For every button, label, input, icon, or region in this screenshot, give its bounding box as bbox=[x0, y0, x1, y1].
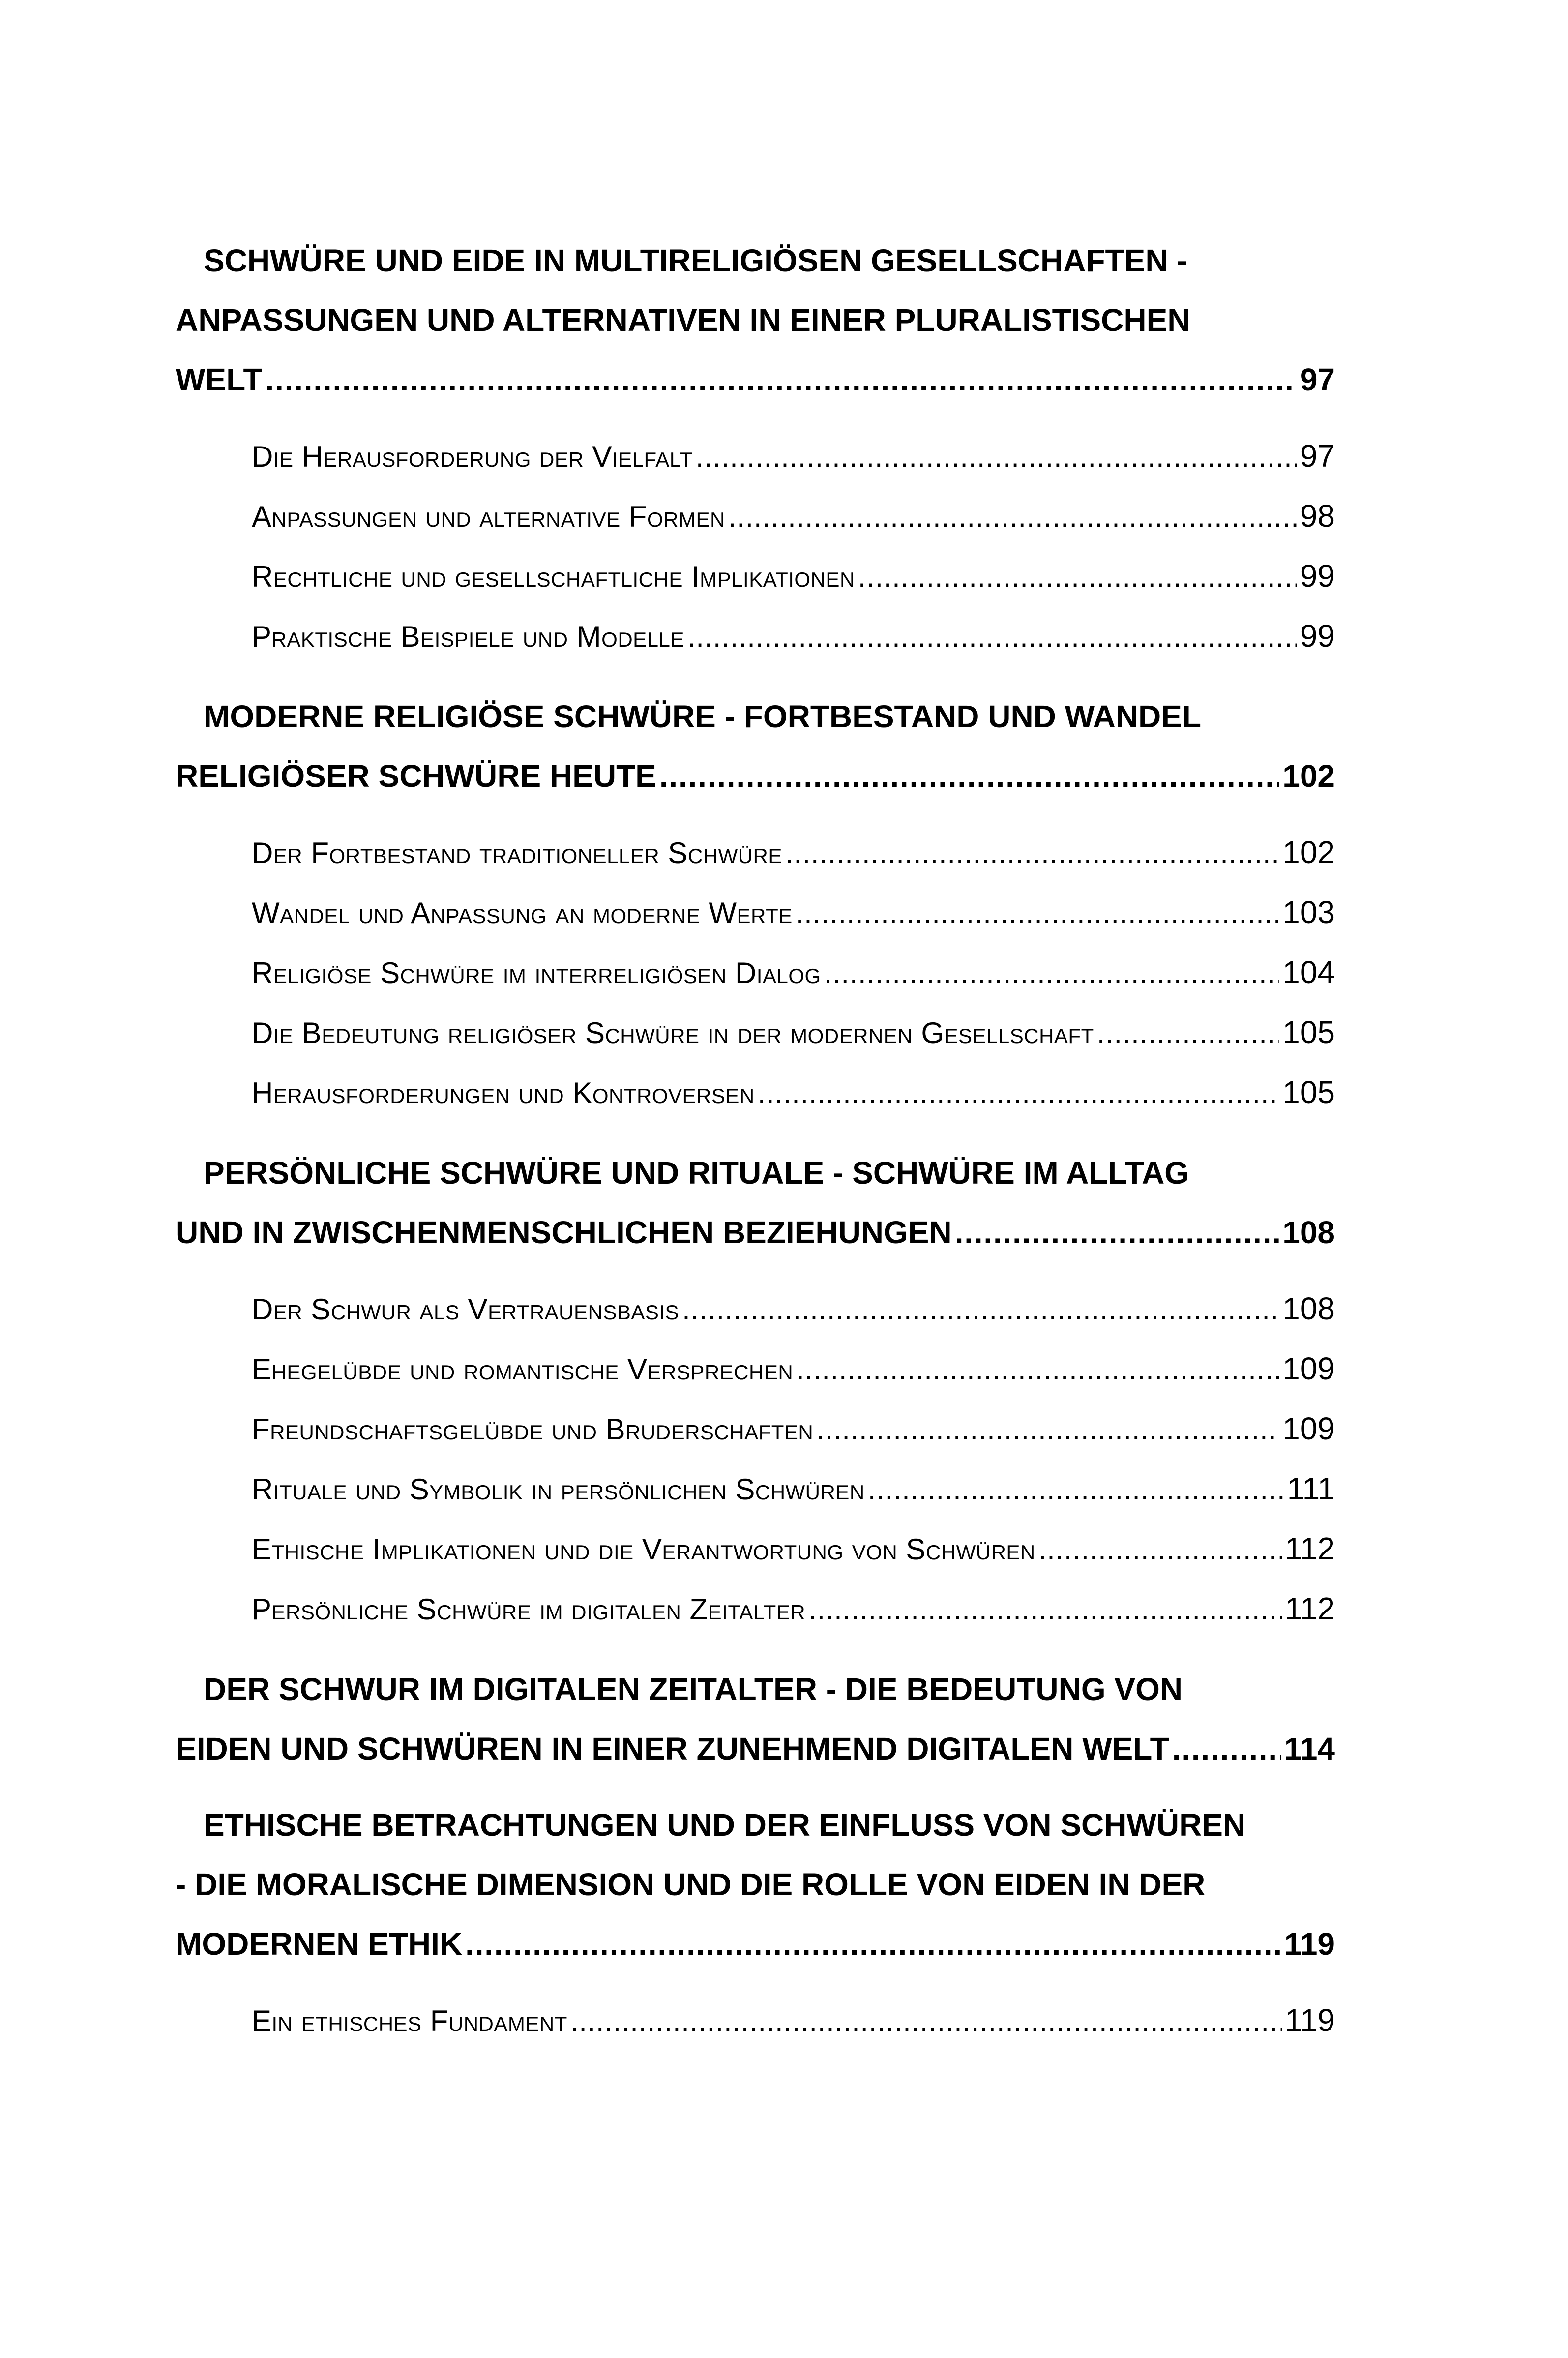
dot-leader bbox=[955, 1203, 1280, 1262]
section-title: Ethische Implikationen und die Verantwortung von Schwüren bbox=[252, 1533, 1035, 1566]
section-title: Herausforderungen und Kontroversen bbox=[252, 1076, 755, 1109]
section-list bbox=[176, 823, 1335, 1123]
section-title: Der Fortbestand traditioneller Schwüre bbox=[252, 836, 782, 869]
toc-chapter-entry bbox=[176, 1660, 1335, 1779]
toc-chapter-entry bbox=[176, 1795, 1335, 2051]
page-number: 98 bbox=[1300, 498, 1335, 534]
dot-leader bbox=[687, 607, 1297, 666]
toc-chapter-entry bbox=[176, 231, 1335, 666]
chapter-title-line: PERSÖNLICHE SCHWÜRE UND RITUALE - SCHWÜRE IM ALLTAG bbox=[204, 1155, 1189, 1191]
toc-chapter-entry bbox=[176, 1143, 1335, 1639]
dot-leader bbox=[570, 1991, 1282, 2051]
chapter-title-line: EIDEN UND SCHWÜREN IN EINER ZUNEHMEND DIGITALEN WELT bbox=[176, 1731, 1169, 1766]
chapter-heading[interactable] bbox=[176, 687, 1335, 806]
table-of-contents bbox=[176, 231, 1335, 2071]
section-title: Ein ethisches Fundament bbox=[252, 2004, 567, 2037]
toc-section-item[interactable] bbox=[176, 1339, 1335, 1399]
toc-section-item[interactable] bbox=[176, 1579, 1335, 1639]
page-number: 112 bbox=[1284, 1531, 1335, 1566]
toc-section-item[interactable] bbox=[176, 943, 1335, 1003]
page-number: 104 bbox=[1282, 955, 1335, 990]
toc-section-item[interactable] bbox=[176, 1991, 1335, 2051]
toc-section-item[interactable] bbox=[176, 1459, 1335, 1519]
section-list bbox=[176, 426, 1335, 666]
toc-chapter-entry bbox=[176, 687, 1335, 1123]
page-number: 109 bbox=[1282, 1411, 1335, 1446]
dot-leader bbox=[465, 1914, 1281, 1974]
page-number: 102 bbox=[1282, 758, 1335, 794]
dot-leader bbox=[785, 823, 1279, 883]
chapter-title-line: MODERNEN ETHIK bbox=[176, 1926, 463, 1962]
page-number: 119 bbox=[1284, 2002, 1335, 2038]
page-number: 97 bbox=[1300, 438, 1335, 474]
chapter-title-line: ANPASSUNGEN UND ALTERNATIVEN IN EINER PLURALISTISCHEN bbox=[176, 302, 1190, 338]
toc-section-item[interactable] bbox=[176, 486, 1335, 546]
toc-section-item[interactable] bbox=[176, 1399, 1335, 1459]
toc-section-item[interactable] bbox=[176, 1279, 1335, 1339]
page-number: 105 bbox=[1282, 1075, 1335, 1110]
section-title: Praktische Beispiele und Modelle bbox=[252, 620, 684, 653]
section-title: Rechtliche und gesellschaftliche Implikationen bbox=[252, 560, 855, 593]
chapter-title-line: ETHISCHE BETRACHTUNGEN UND DER EINFLUSS VON SCHWÜREN bbox=[204, 1807, 1246, 1843]
dot-leader bbox=[796, 883, 1279, 943]
page-number: 105 bbox=[1282, 1015, 1335, 1050]
section-title: Freundschaftsgelübde und Bruderschaften bbox=[252, 1413, 814, 1446]
dot-leader bbox=[1097, 1003, 1279, 1063]
chapter-title-last-line bbox=[176, 746, 1335, 806]
dot-leader bbox=[659, 746, 1279, 806]
chapter-heading[interactable] bbox=[176, 1795, 1335, 1974]
page-number: 114 bbox=[1284, 1731, 1335, 1766]
chapter-title-line: RELIGIÖSER SCHWÜRE HEUTE bbox=[176, 758, 656, 794]
chapter-title-last-line bbox=[176, 1719, 1335, 1779]
section-title: Die Herausforderung der Vielfalt bbox=[252, 440, 693, 473]
dot-leader bbox=[816, 1400, 1279, 1459]
chapter-title-line: DER SCHWUR IM DIGITALEN ZEITALTER - DIE BEDEUTUNG VON bbox=[204, 1671, 1183, 1707]
page-number: 99 bbox=[1300, 618, 1335, 654]
section-title: Wandel und Anpassung an moderne Werte bbox=[252, 896, 793, 929]
toc-section-item[interactable] bbox=[176, 1063, 1335, 1123]
page-number: 111 bbox=[1287, 1471, 1335, 1506]
chapter-title-last-line bbox=[176, 1914, 1335, 1974]
section-list bbox=[176, 1279, 1335, 1639]
section-list bbox=[176, 1991, 1335, 2051]
dot-leader bbox=[728, 487, 1297, 546]
toc-section-item[interactable] bbox=[176, 1003, 1335, 1063]
page-number: 108 bbox=[1282, 1291, 1335, 1326]
chapter-title-line: - DIE MORALISCHE DIMENSION UND DIE ROLLE VON EIDEN IN DER bbox=[176, 1867, 1206, 1902]
section-title: Rituale und Symbolik in persönlichen Schwüren bbox=[252, 1473, 865, 1506]
dot-leader bbox=[808, 1580, 1282, 1639]
dot-leader bbox=[858, 547, 1297, 606]
chapter-title-line: WELT bbox=[176, 362, 263, 397]
page-number: 112 bbox=[1284, 1591, 1335, 1626]
section-title: Religiöse Schwüre im interreligiösen Dialog bbox=[252, 956, 821, 989]
section-title: Ehegelübde und romantische Versprechen bbox=[252, 1353, 794, 1386]
page-number: 108 bbox=[1282, 1215, 1335, 1250]
section-title: Der Schwur als Vertrauensbasis bbox=[252, 1293, 680, 1326]
toc-section-item[interactable] bbox=[176, 606, 1335, 666]
dot-leader bbox=[868, 1460, 1284, 1519]
chapter-heading[interactable] bbox=[176, 1660, 1335, 1779]
dot-leader bbox=[824, 943, 1280, 1003]
section-title: Anpassungen und alternative Formen bbox=[252, 500, 725, 533]
toc-section-item[interactable] bbox=[176, 426, 1335, 486]
dot-leader bbox=[682, 1280, 1279, 1339]
chapter-title-line: MODERNE RELIGIÖSE SCHWÜRE - FORTBESTAND UND WANDEL bbox=[204, 699, 1202, 734]
chapter-title-last-line bbox=[176, 350, 1335, 410]
page-number: 103 bbox=[1282, 895, 1335, 930]
dot-leader bbox=[1172, 1719, 1281, 1779]
page-number: 119 bbox=[1284, 1926, 1335, 1962]
section-title: Persönliche Schwüre im digitalen Zeitalter bbox=[252, 1593, 806, 1626]
page-number: 109 bbox=[1282, 1351, 1335, 1386]
section-title: Die Bedeutung religiöser Schwüre in der modernen Gesellschaft bbox=[252, 1016, 1094, 1049]
page-number: 102 bbox=[1282, 835, 1335, 870]
chapter-title-line: UND IN ZWISCHENMENSCHLICHEN BEZIEHUNGEN bbox=[176, 1215, 952, 1250]
dot-leader bbox=[266, 350, 1297, 410]
page-number: 99 bbox=[1300, 558, 1335, 594]
chapter-title-last-line bbox=[176, 1203, 1335, 1262]
dot-leader bbox=[796, 1340, 1279, 1399]
toc-section-item[interactable] bbox=[176, 1519, 1335, 1579]
dot-leader bbox=[1038, 1520, 1282, 1579]
toc-section-item[interactable] bbox=[176, 823, 1335, 883]
dot-leader bbox=[696, 427, 1297, 486]
toc-section-item[interactable] bbox=[176, 546, 1335, 606]
toc-section-item[interactable] bbox=[176, 883, 1335, 943]
dot-leader bbox=[758, 1063, 1279, 1123]
chapter-heading[interactable] bbox=[176, 1143, 1335, 1262]
chapter-heading[interactable] bbox=[176, 231, 1335, 410]
page-number: 97 bbox=[1300, 362, 1335, 397]
chapter-title-line: SCHWÜRE UND EIDE IN MULTIRELIGIÖSEN GESELLSCHAFTEN - bbox=[204, 243, 1187, 278]
